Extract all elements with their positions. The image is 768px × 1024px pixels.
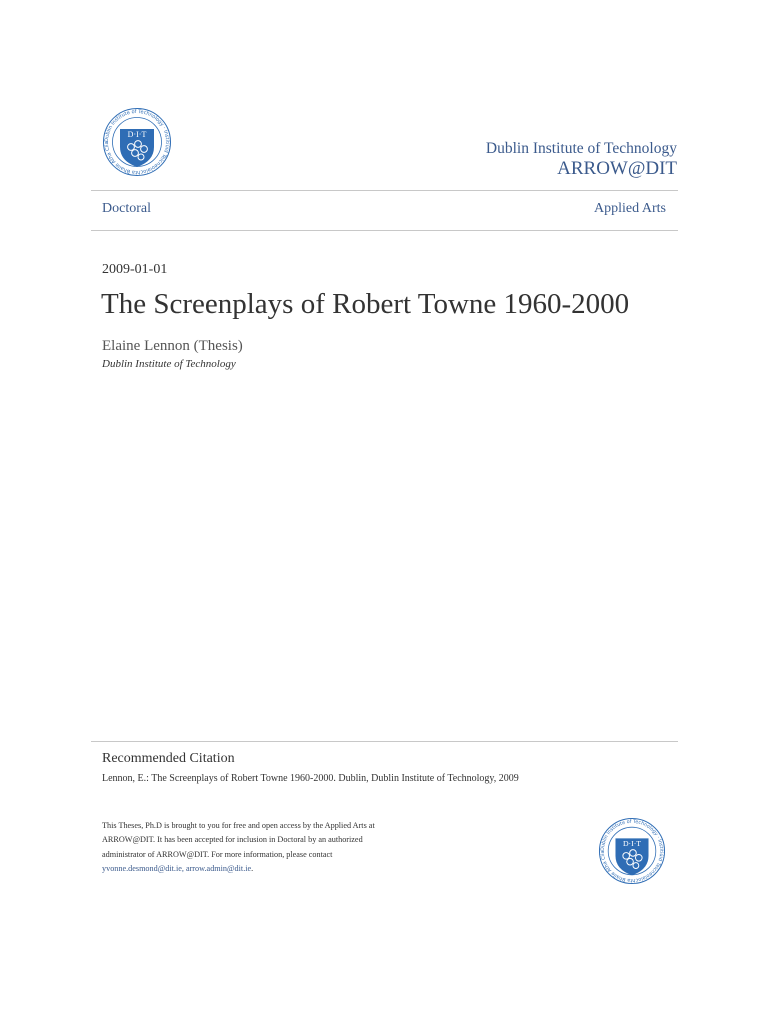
nav-link-doctoral[interactable]: Doctoral [102,201,151,216]
logo-ring-text-bottom: Dublin Institute of Technology · Institiúid Teicneolaíochta Bhaile Átha Clia [599,818,665,884]
author-affiliation: Dublin Institute of Technology [102,358,236,370]
dit-logo-top [102,107,172,177]
dit-logo-bottom [598,817,666,885]
logo-text: D·I·T [127,130,147,139]
top-divider [91,190,678,191]
repository-name: ARROW@DIT [557,158,677,179]
access-notice [102,819,402,876]
publication-date: 2009-01-01 [102,262,168,277]
institution-header [486,140,677,180]
document-title: The Screenplays of Robert Towne 1960-2000 [101,288,630,320]
notice-end: . [251,863,254,873]
nav-divider [91,230,678,231]
logo-text-bottom: D·I·T [622,839,642,849]
citation-divider [91,741,678,742]
citation-heading: Recommended Citation [102,751,235,766]
document-author: Elaine Lennon (Thesis) [102,338,243,354]
institution-name: Dublin Institute of Technology [485,140,677,157]
nav-link-applied-arts[interactable]: Applied Arts [594,201,666,216]
logo-ring-text: Dublin Institute of Technology · Institiúid Teicneolaíochta Bhaile Átha Clia [103,108,171,176]
citation-text: Lennon, E.: The Screenplays of Robert Towne 1960-2000. Dublin, Dublin Institute of Technology, 2009 [102,773,519,784]
notice-text: This Theses, Ph.D is brought to you for free and open access by the Applied Arts at ARROW@DIT. It has been accepted for inclusion in Doctoral by an authorized administrator of ARROW@DIT. For more information, please contact [102,821,375,859]
contact-email-link[interactable]: yvonne.desmond@dit.ie, arrow.admin@dit.ie [102,863,252,873]
